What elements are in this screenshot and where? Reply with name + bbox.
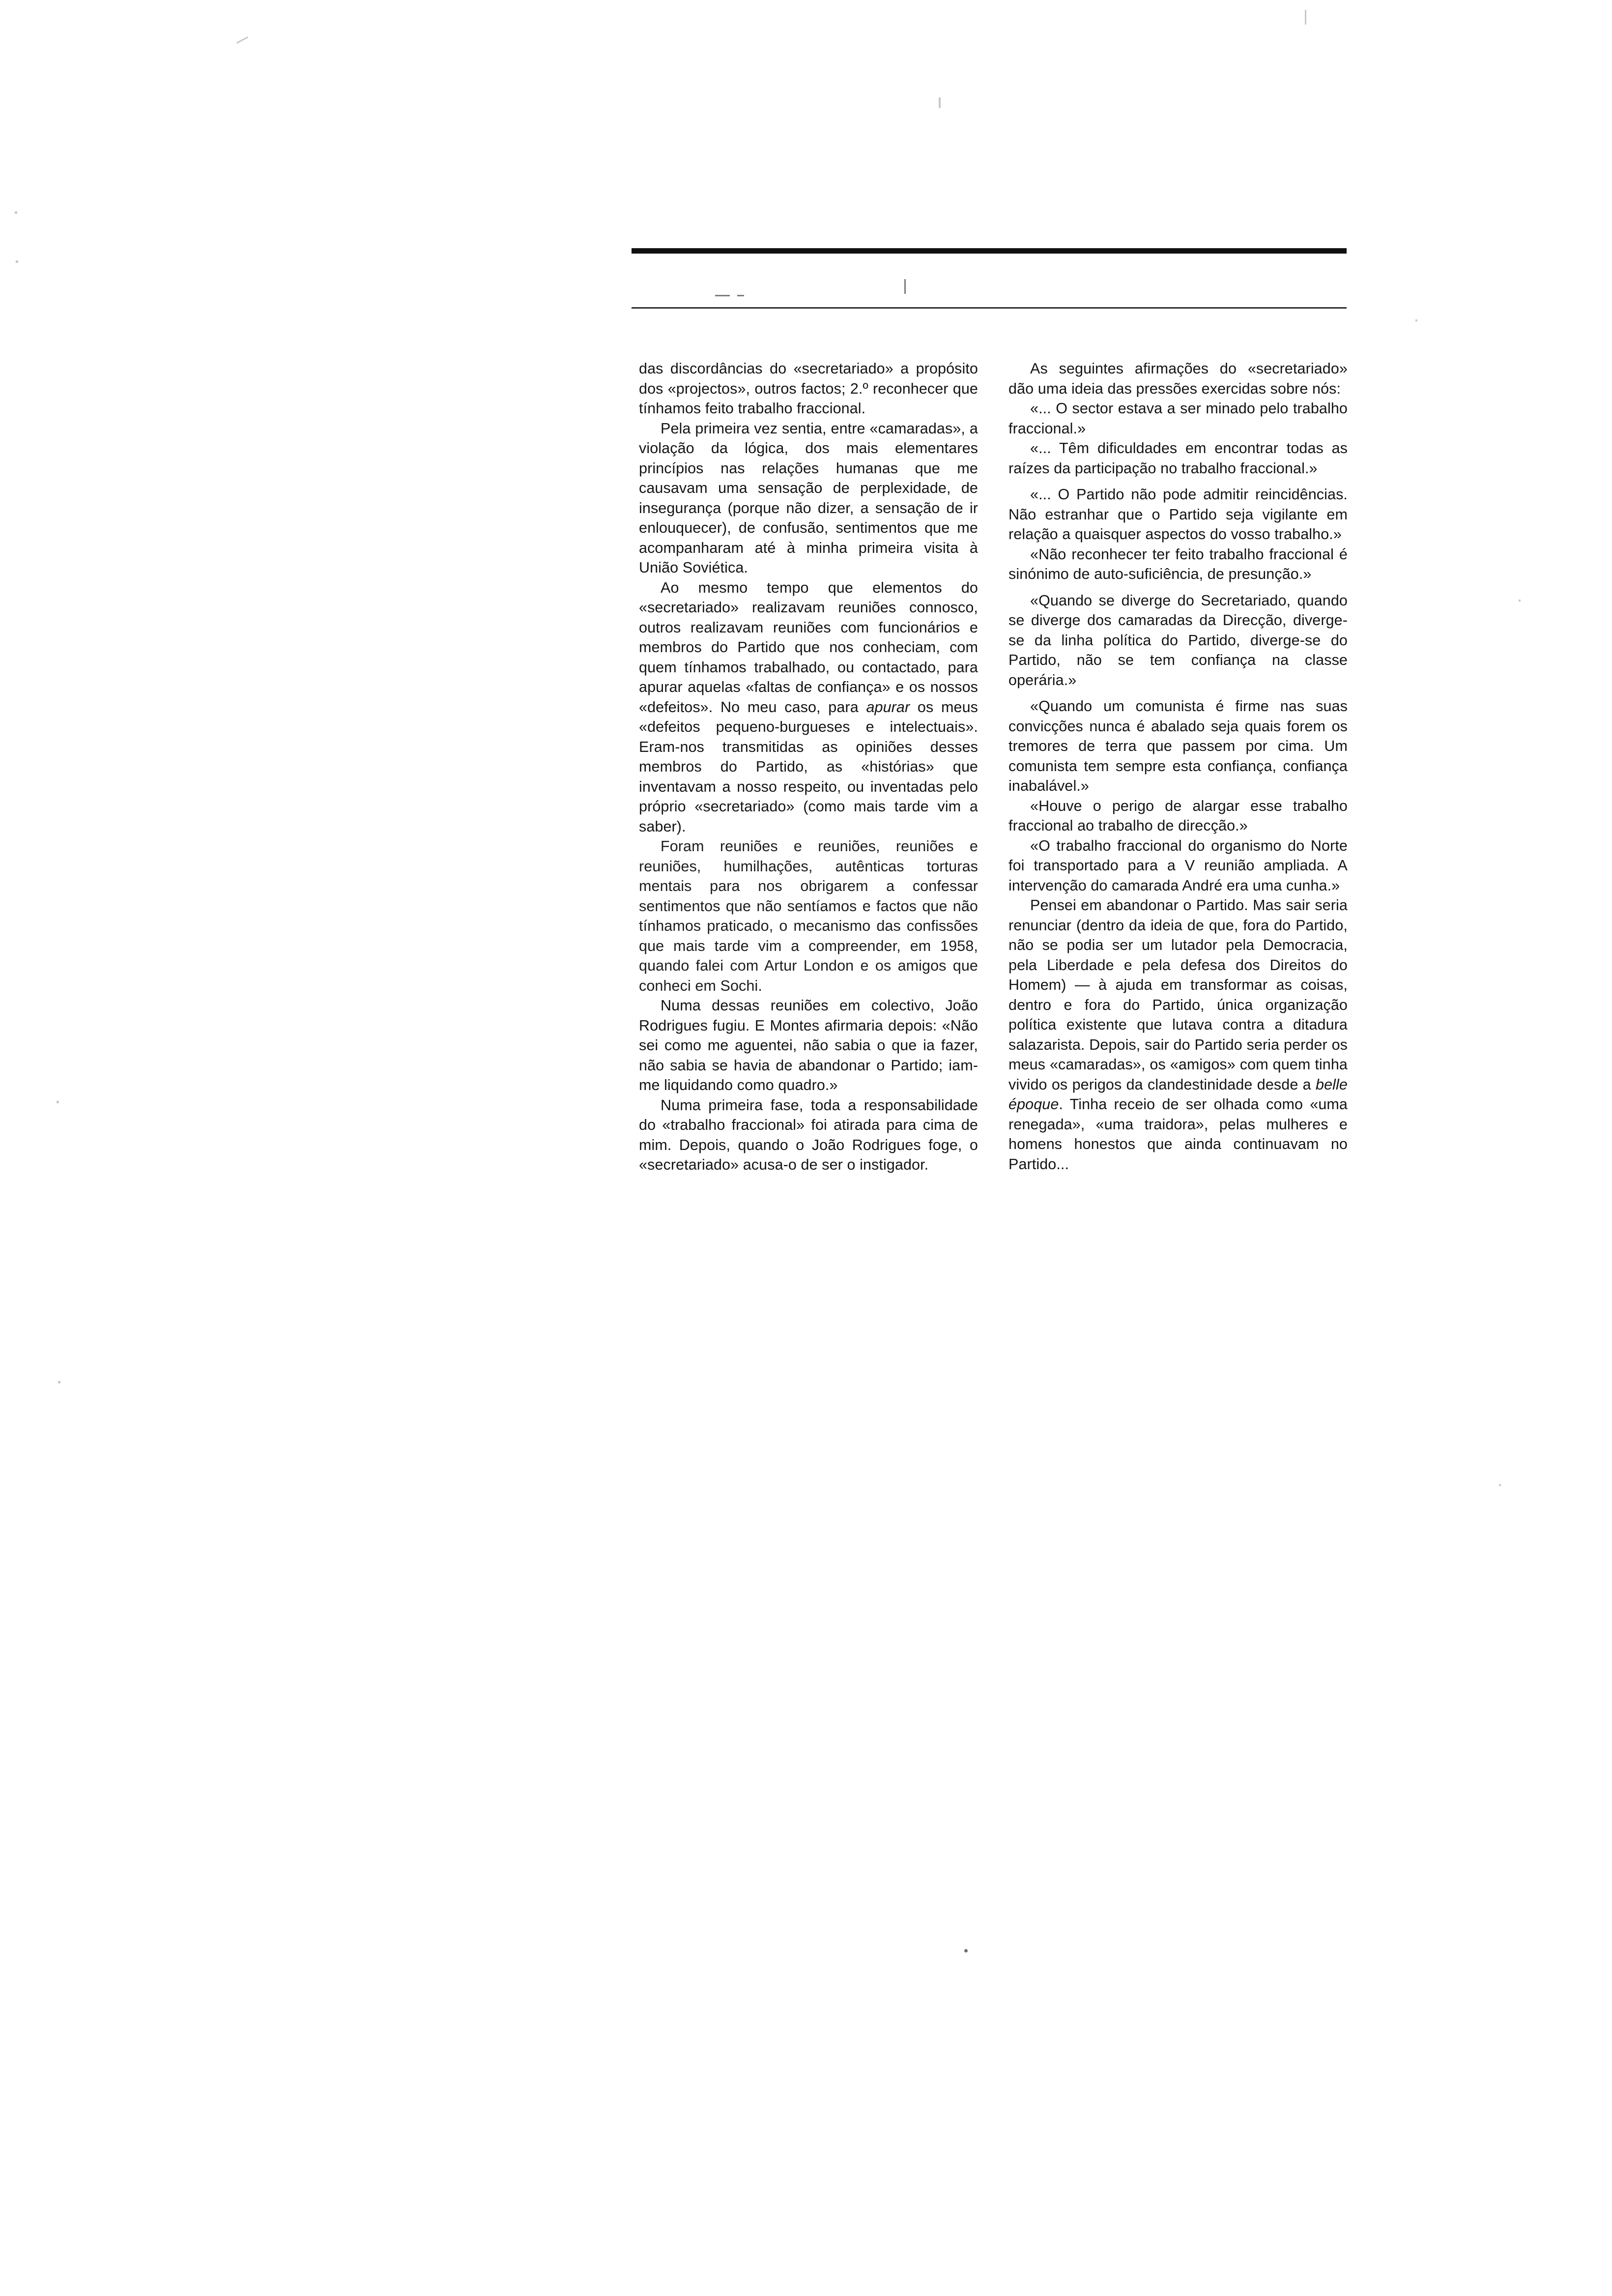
quote-paragraph: «... Têm dificuldades em encontrar todas as raízes da participação no trabalho fraccional.»	[1008, 440, 1348, 477]
scan-speck	[939, 97, 941, 108]
scan-speck	[1519, 600, 1521, 602]
paragraph: Numa primeira fase, toda a responsabilidade do «trabalho fraccional» foi atirada para cima de mim. Depois, quando o João Rodrigues foge, o «secretariado» acusa-o de ser o instigador.	[639, 1096, 978, 1173]
header-rule-thick	[632, 248, 1347, 254]
emphasis-belle-epoque: belle époque	[1008, 1076, 1348, 1113]
scan-speck	[57, 1101, 59, 1103]
paragraph: Foram reuniões e reuniões, reuniões e reuniões, humilhações, autênticas torturas mentais para nos obrigarem a confessar sentimentos que não sentíamos e factos que não tínhamos praticado, o mecanismo das confissões que mais tarde vim a compreender, em 1958, quando falei com Artur London e os amigos que conheci em Sochi.	[639, 838, 978, 994]
paragraph	[639, 578, 978, 837]
paragraph: Pela primeira vez sentia, entre «camaradas», a violação da lógica, dos mais elementares princípios nas relações humanas que me causavam uma sensação de perplexidade, de insegurança (porque não dizer, a sensação de ir enlouquecer), de confusão, sentimentos que me acompanharam até à minha primeira visita à União Soviética.	[639, 420, 978, 576]
paragraph-text-post: . Tinha receio de ser olhada como «uma renegada», «uma traidora», pelas mulheres e homens honestos que ainda continuavam no Partido...	[1008, 1096, 1348, 1173]
quote-paragraph: «Quando um comunista é firme nas suas convicções nunca é abalado seja quais forem os tremores de terra que passem por cima. Um comunista tem sempre esta confiança, confiança inabalável.»	[1008, 698, 1348, 794]
emphasis-apurar: apurar	[866, 698, 910, 716]
scan-tick	[715, 295, 730, 296]
scan-speck	[1499, 1484, 1501, 1486]
paragraph-text-post: os meus «defeitos pequeno-burgueses e intelectuais». Eram-nos transmitidas as opiniões desses membros do Partido, as «histórias» que inventavam a nosso respeito, ou inventadas pelo próprio «secretariado» (como mais tarde vim a saber).	[639, 698, 978, 835]
paragraph-text-pre: Pensei em abandonar o Partido. Mas sair seria renunciar (dentro da ideia de que, fora do Partido, não se podia ser um lutador pela Democracia, pela Liberdade e pela defesa dos Direitos do Homem) — à ajuda em transformar as coisas, dentro e fora do Partido, única organização política existente que lutava contra a ditadura salazarista. Depois, sair do Partido seria perder os meus «camaradas», os «amigos» com quem tinha vivido os perigos da clandestinidade desde a	[1008, 897, 1348, 1093]
scan-speck	[236, 36, 248, 44]
quote-paragraph: «Quando se diverge do Secretariado, quando se diverge dos camaradas da Direcção, diverge-se da linha política do Partido, diverge-se do Partido, não se tem confiança na classe operária.»	[1008, 592, 1348, 689]
scan-tick	[904, 279, 906, 294]
quote-paragraph: «O trabalho fraccional do organismo do Norte foi transportado para a V reunião ampliada. A intervenção do camarada André era uma cunha.»	[1008, 837, 1348, 894]
paragraph: Numa dessas reuniões em colectivo, João Rodrigues fugiu. E Montes afirmaria depois: «Não sei como me aguentei, não sabia o que ia fazer, não sabia se havia de abandonar o Partido; iam-me liquidando como quadro.»	[639, 997, 978, 1093]
quote-paragraph: «... O Partido não pode admitir reincidências. Não estranhar que o Partido seja vigilante em relação a quaisquer aspectos do vosso trabalho.»	[1008, 486, 1348, 543]
scan-speck	[1305, 10, 1306, 25]
paragraph: As seguintes afirmações do «secretariado» dão uma ideia das pressões exercidas sobre nós:	[1008, 360, 1348, 397]
quote-paragraph: «Houve o perigo de alargar esse trabalho fraccional ao trabalho de direcção.»	[1008, 797, 1348, 834]
paragraph-final	[1008, 895, 1348, 1174]
left-column	[639, 359, 978, 1175]
right-column	[1008, 359, 1348, 1175]
header-rule-thin	[632, 307, 1347, 309]
scan-speck	[16, 260, 18, 263]
scan-tick	[737, 295, 744, 296]
scan-speck	[1415, 319, 1417, 321]
scan-speck	[964, 1949, 968, 1952]
scan-speck	[58, 1381, 60, 1383]
paragraph-text-pre: Ao mesmo tempo que elementos do «secretariado» realizavam reuniões connosco, outros realizavam reuniões com funcionários e membros do Partido que nos conheciam, com quem tínhamos trabalhado, ou contactado, para apurar aquelas «faltas de confiança» e os nossos «defeitos». No meu caso, para	[639, 579, 978, 716]
quote-paragraph: «Não reconhecer ter feito trabalho fraccional é sinónimo de auto-suficiência, de presunção.»	[1008, 545, 1348, 582]
paragraph: das discordâncias do «secretariado» a propósito dos «projectos», outros factos; 2.º reconhecer que tínhamos feito trabalho fraccional.	[639, 360, 978, 417]
article-body	[639, 359, 1352, 1175]
scan-speck	[15, 211, 17, 214]
quote-paragraph: «... O sector estava a ser minado pelo trabalho fraccional.»	[1008, 400, 1348, 437]
